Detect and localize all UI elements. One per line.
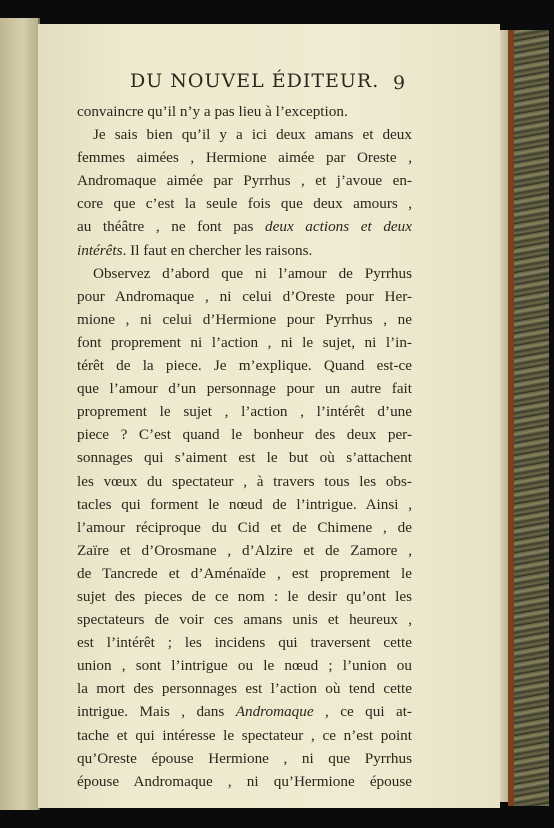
text-line (77, 423, 412, 446)
text-segment: épouse Andromaque , ni qu’Hermione épouse (77, 772, 412, 790)
text-line (77, 377, 412, 400)
text-line (77, 308, 412, 331)
text-line (77, 470, 412, 493)
text-line (77, 354, 412, 377)
cover-leather-edge (508, 30, 514, 806)
text-segment: que l’amour d’un personnage pour un autre fait (77, 380, 412, 398)
page-fore-edge (500, 30, 508, 802)
text-segment: mione , ni celui d’Hermione pour Pyrrhus , ne (77, 310, 412, 328)
text-line (77, 100, 412, 123)
left-page-edge (0, 18, 40, 810)
text-line (77, 700, 412, 723)
body-text (77, 100, 412, 793)
text-segment: piece ? C’est quand le bonheur des deux per- (77, 426, 412, 444)
text-line (77, 239, 412, 262)
text-line (77, 169, 412, 192)
text-segment: l’amour réciproque du Cid et de Chimene , de (77, 518, 412, 536)
text-line (77, 724, 412, 747)
text-segment: Je sais bien qu’il y a ici deux amans et deux (93, 126, 412, 144)
text-segment: convaincre qu’il n’y a pas lieu à l’exception. (77, 103, 348, 120)
text-segment: térêt de la piece. Je m’explique. Quand est-ce (77, 357, 412, 375)
text-segment: est l’intérêt ; les incidens qui traversent cette (77, 634, 412, 652)
text-segment: femmes aimées , Hermione aimée par Oreste , (77, 149, 412, 167)
text-segment: proprement le sujet , l’action , l’intérêt d’une (77, 403, 412, 421)
text-segment: sujet des pieces de ce nom : le desir qu’ont les (77, 587, 412, 605)
text-line (77, 654, 412, 677)
italic-segment: intérêts (77, 241, 123, 259)
text-segment: la mort des personnages est l’action où tend cette (77, 680, 412, 698)
text-segment: les vœux du spectateur , à travers tous les obs- (77, 472, 412, 490)
text-line (77, 608, 412, 631)
text-segment: font proprement ni l’action , ni le sujet, ni l’in- (77, 333, 412, 351)
text-segment: Observez d’abord que ni l’amour de Pyrrhus (93, 264, 412, 282)
italic-segment: deux actions et deux (265, 218, 412, 236)
text-line (77, 331, 412, 354)
text-line (77, 747, 412, 770)
text-line (77, 770, 412, 793)
running-head-text: DU NOUVEL ÉDITEUR. (130, 70, 380, 92)
text-line (77, 123, 412, 146)
text-segment: Zaïre et d’Orosmane , d’Alzire et de Zamore , (77, 541, 412, 559)
text-line (77, 562, 412, 585)
marbled-cover (508, 30, 549, 806)
text-line (77, 285, 412, 308)
text-segment: spectateurs de voir ces amans unis et heureux , (77, 611, 412, 629)
text-segment: tache et qui intéresse le spectateur , ce n’est point (77, 726, 412, 744)
text-segment: core que c’est la seule fois que deux amours , (77, 195, 412, 213)
text-segment: pour Andromaque , ni celui d’Oreste pour Her- (77, 287, 412, 305)
text-segment: , ce qui at- (313, 703, 412, 721)
text-line (77, 262, 412, 285)
text-line (77, 192, 412, 215)
text-line (77, 446, 412, 469)
running-head (130, 70, 412, 92)
text-line (77, 400, 412, 423)
text-line (77, 146, 412, 169)
text-line (77, 585, 412, 608)
text-line (77, 516, 412, 539)
text-line (77, 631, 412, 654)
page-number: 9 (393, 72, 406, 94)
text-segment: . Il faut en chercher les raisons. (122, 241, 313, 259)
italic-segment: Andromaque (235, 703, 314, 721)
text-line (77, 677, 412, 700)
text-line (77, 539, 412, 562)
text-line (77, 493, 412, 516)
text-line (77, 215, 412, 238)
text-segment: de Tancrede et d’Aménaïde , est proprement le (77, 564, 412, 582)
text-segment: Andromaque aimée par Pyrrhus , et j’avoue en- (77, 172, 412, 190)
text-segment: union , sont l’intrigue ou le nœud ; l’union ou (77, 657, 412, 675)
text-segment: qu’Oreste épouse Hermione , ni que Pyrrhus (77, 749, 412, 767)
text-segment: sonnages qui s’aiment est le but où s’attachent (77, 449, 412, 467)
text-segment: au théâtre , ne font pas (77, 218, 266, 236)
text-segment: intrigue. Mais , dans (77, 703, 236, 721)
text-segment: tacles qui forment le nœud de l’intrigue. Ainsi , (77, 495, 412, 513)
